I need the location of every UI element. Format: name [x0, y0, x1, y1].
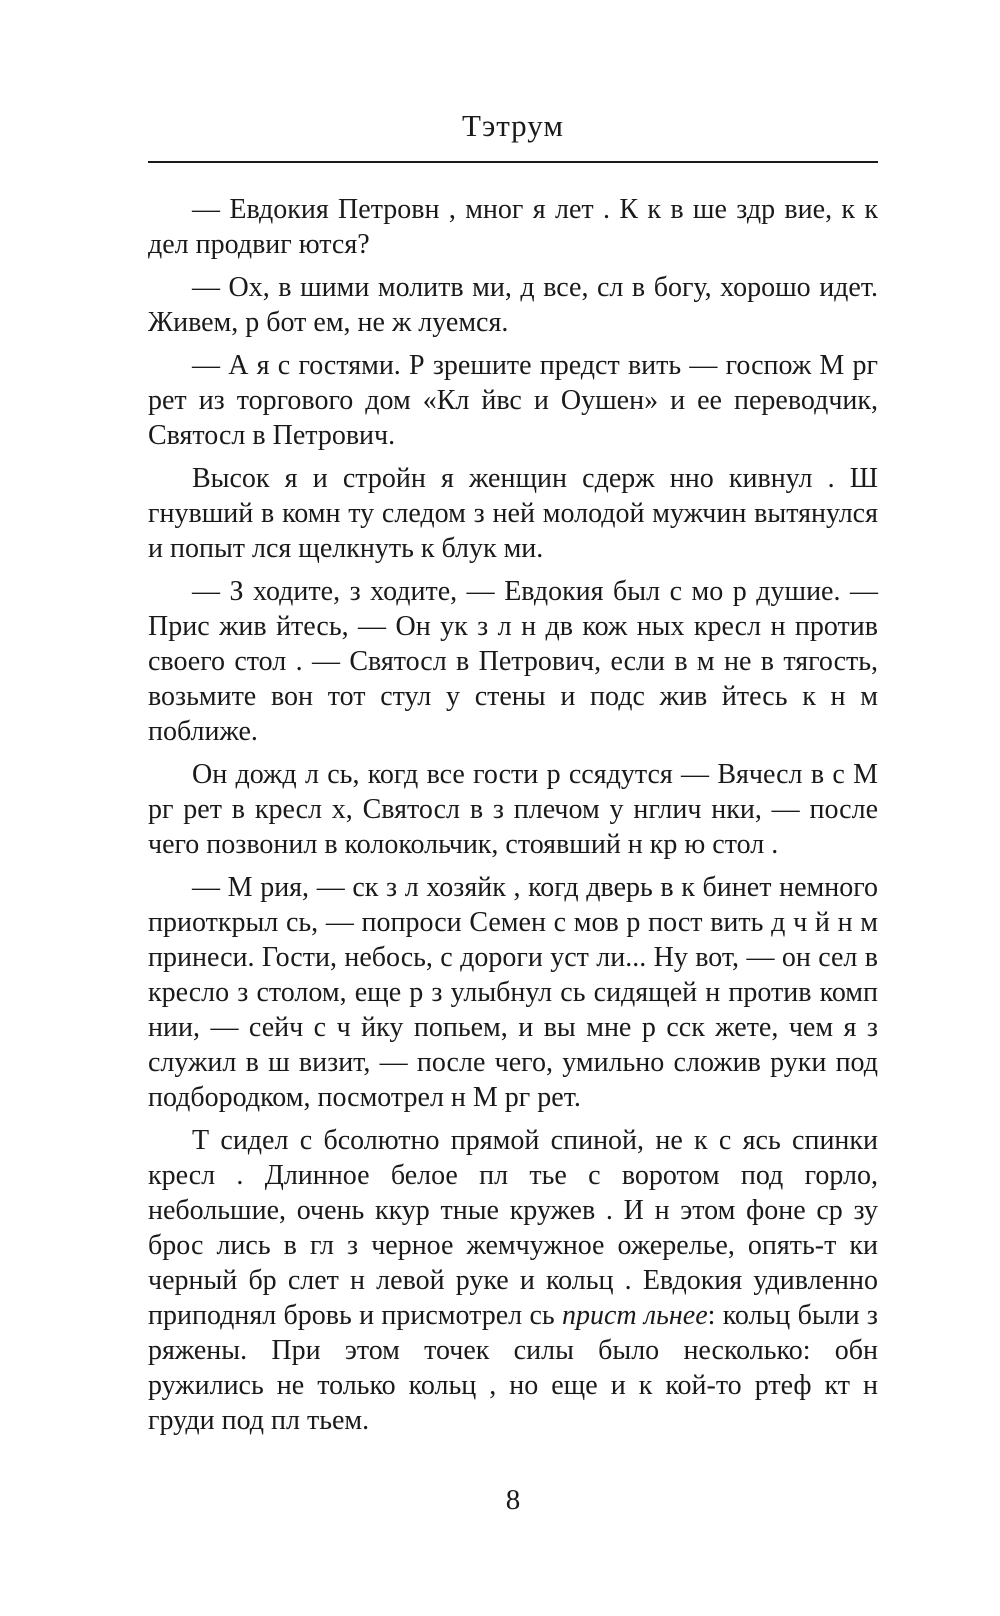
paragraph: — Евдокия Петровн , мног я лет . К к в ше здр вие, к к дел продвиг ются?	[148, 194, 878, 260]
paragraph: — Ох, в шими молитв ми, д все, сл в богу, хорошо идет. Живем, р бот ем, не ж луемся.	[148, 272, 878, 338]
paragraph: Он дожд л сь, когд все гости р ссядутся — Вячесл в с М рг рет в кресл х, Святосл в з плечом у нглич нки, — после чего позвонил в колокольчик, стоявший н кр ю стол .	[148, 759, 878, 860]
header-rule	[148, 161, 878, 163]
running-head: Тэтрум	[462, 108, 564, 143]
paragraph: — А я с гостями. Р зрешите предст вить — госпож М рг рет из торгового дом «Кл йвс и Оушен» и ее переводчик, Святосл в Петрович.	[148, 350, 878, 451]
paragraph: — З ходите, з ходите, — Евдокия был с мо р душие. — Прис жив йтесь, — Он ук з л н дв кож ных кресл н против своего стол . — Святосл в Петрович, если в м не в тягость, возьмите вон тот стул у стены и подс жив йтесь к н м поближе.	[148, 576, 878, 747]
page-number: 8	[505, 1484, 521, 1516]
paragraph: — М рия, — ск з л хозяйк , когд дверь в к бинет немного приоткрыл сь, — попроси Семен с мов р пост вить д ч й н м принеси. Гости, небось, с дороги уст ли... Ну вот, — он сел в кресло з столом, еще р з улыбнул сь сидящей н против комп нии, — сейч с ч йку попьем, и вы мне р сск жете, чем я з служил в ш визит, — после чего, умильно сложив руки под подбородком, посмотрел н М рг рет.	[148, 872, 878, 1113]
paragraph	[148, 1123, 878, 1438]
paragraph-text: Т сидел с бсолютно прямой спиной, не к с ясь спинки кресл . Длинное белое пл тье с воротом под горло, небольшие, очень ккур тные кружев . И н этом фоне ср зу брос лись в гл з черное жемчужное ожерелье, опять-т ки черный бр слет н левой руке и кольц . Евдокия удивленно приподнял бровь и присмотрел сь	[148, 1125, 878, 1331]
italic-emphasis: прист льнее	[561, 1300, 708, 1331]
paragraph: Высок я и стройн я женщин сдерж нно кивнул . Ш гнувший в комн ту следом з ней молодой мужчин вытянулся и попыт лся щелкнуть к блук ми.	[148, 463, 878, 564]
body-text	[148, 192, 878, 1438]
paragraph-text: : кольц были з ряжены. При этом точек силы было несколько: обн ружились не только кольц , но еще и к кой-то ртеф кт н груди под пл тьем.	[148, 1300, 878, 1436]
